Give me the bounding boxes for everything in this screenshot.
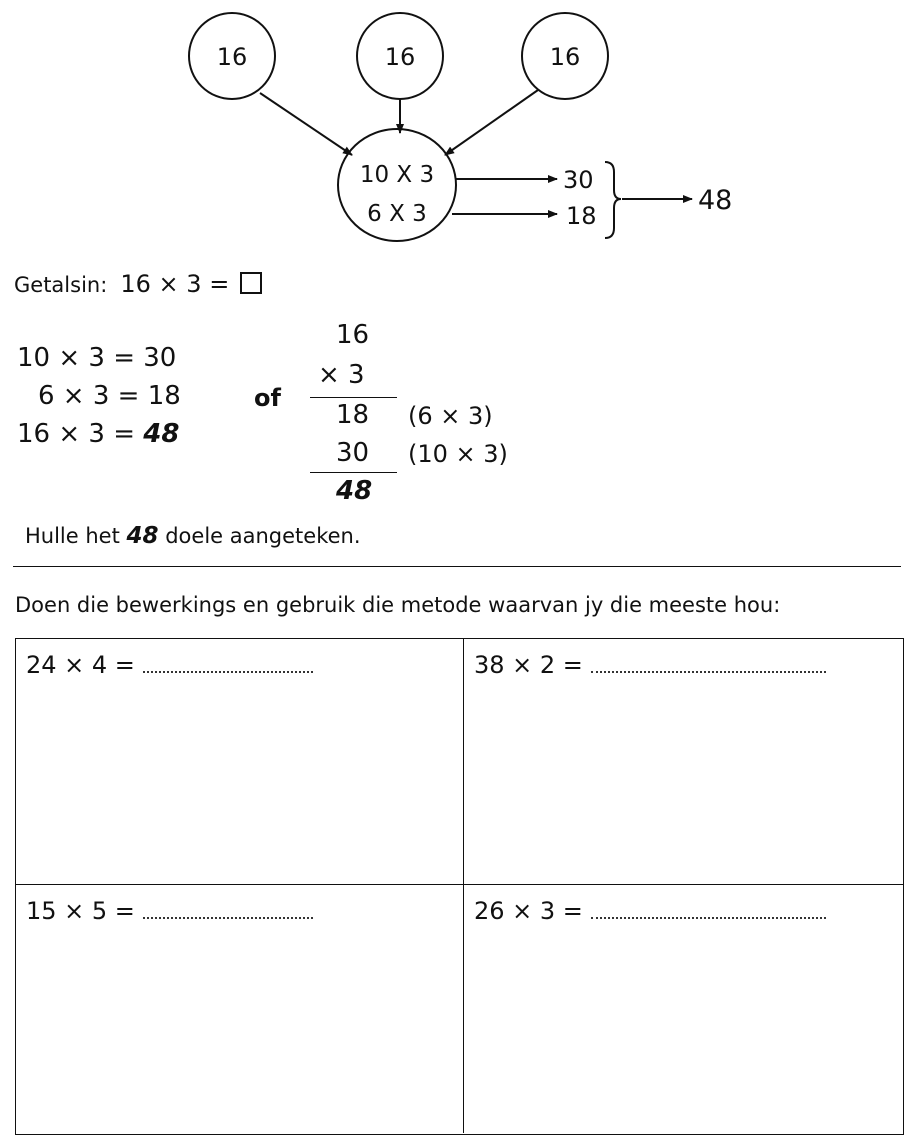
top-circle-2-label: 16 bbox=[384, 43, 416, 71]
exercise-1 bbox=[26, 651, 313, 679]
answer-box-icon bbox=[240, 272, 262, 294]
exercise-cell-4[interactable] bbox=[464, 885, 903, 1133]
exercise-3-label: 15 × 5 = bbox=[26, 897, 135, 925]
exercise-1-answer-line[interactable] bbox=[143, 661, 313, 673]
sentence-expression: 16 × 3 = bbox=[120, 270, 230, 298]
exercise-2-answer-line[interactable] bbox=[591, 661, 826, 673]
method1-line-3 bbox=[17, 421, 179, 447]
column-partial-1: 18 bbox=[336, 400, 370, 430]
exercise-4-answer-line[interactable] bbox=[591, 907, 826, 919]
instruction: Doen die bewerkings en gebruik die metode waarvan jy die meeste hou: bbox=[15, 593, 781, 617]
column-rule-1 bbox=[310, 397, 397, 398]
exercise-cell-3[interactable] bbox=[16, 885, 464, 1133]
final-48: 48 bbox=[698, 185, 733, 216]
center-line-2: 6 X 3 bbox=[367, 201, 427, 227]
exercise-2-label: 38 × 2 = bbox=[474, 651, 583, 679]
method1-line-2: 6 × 3 = 18 bbox=[38, 381, 181, 411]
column-top: 16 bbox=[336, 320, 370, 350]
curly-brace bbox=[605, 162, 621, 238]
exercise-4 bbox=[474, 897, 826, 925]
conclusion-value: 48 bbox=[126, 523, 159, 549]
exercise-1-label: 24 × 4 = bbox=[26, 651, 135, 679]
top-circle-1-label: 16 bbox=[216, 43, 248, 71]
result-18: 18 bbox=[566, 202, 597, 230]
column-rule-2 bbox=[310, 472, 397, 473]
method1-answer: 48 bbox=[143, 419, 180, 449]
exercise-cell-2[interactable] bbox=[464, 639, 903, 885]
sentence-label: Getalsin: bbox=[14, 273, 108, 297]
conclusion-suffix: doele aangeteken. bbox=[165, 524, 361, 548]
arrow-left bbox=[260, 93, 352, 155]
column-partial-2: 30 bbox=[336, 438, 370, 468]
exercise-2 bbox=[474, 651, 826, 679]
section-divider bbox=[13, 566, 901, 567]
column-total: 48 bbox=[336, 476, 373, 506]
exercise-grid bbox=[15, 638, 904, 1135]
conclusion-prefix: Hulle het bbox=[25, 524, 120, 548]
column-partial-1-note: (6 × 3) bbox=[408, 402, 493, 430]
method1-line-3-expression: 16 × 3 = bbox=[17, 419, 135, 449]
method1-line-1: 10 × 3 = 30 bbox=[17, 343, 177, 373]
top-circle-3-label: 16 bbox=[549, 43, 581, 71]
result-30: 30 bbox=[563, 166, 594, 194]
conclusion bbox=[25, 523, 361, 549]
number-sentence bbox=[14, 272, 262, 296]
exercise-3 bbox=[26, 897, 313, 925]
exercise-cell-1[interactable] bbox=[16, 639, 464, 885]
multiplication-diagram bbox=[0, 0, 917, 250]
center-line-1: 10 X 3 bbox=[359, 162, 435, 188]
column-partial-2-note: (10 × 3) bbox=[408, 440, 508, 468]
of-label: of bbox=[254, 384, 281, 412]
column-multiplier: × 3 bbox=[318, 360, 365, 390]
arrow-right bbox=[445, 90, 538, 155]
exercise-4-label: 26 × 3 = bbox=[474, 897, 583, 925]
exercise-3-answer-line[interactable] bbox=[143, 907, 313, 919]
